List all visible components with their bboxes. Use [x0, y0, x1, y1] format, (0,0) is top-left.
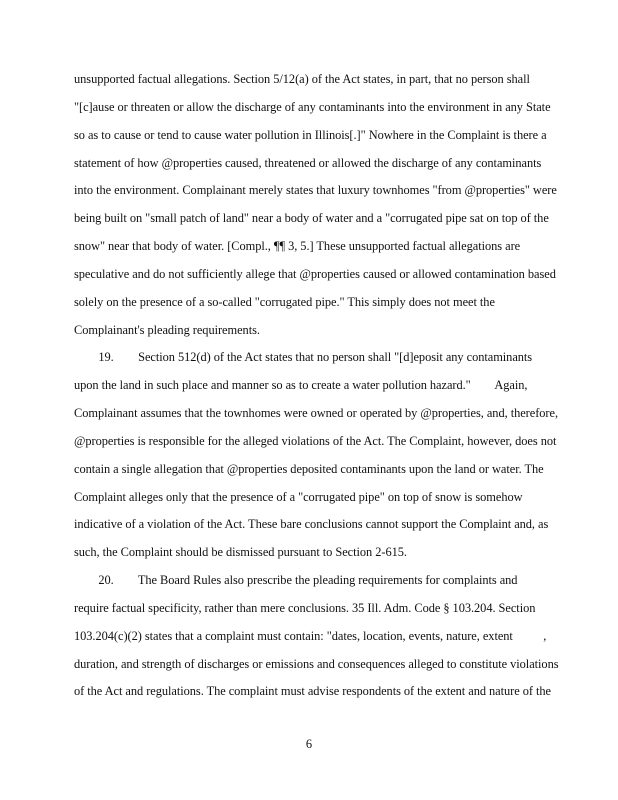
text-line: snow" near that body of water. [Compl., ¶¶ 3, 5.] These unsupported factual allegations are	[74, 239, 521, 253]
text-line: so as to cause or tend to cause water pollution in Illinois[.]" Nowhere in the Complaint is there a	[74, 128, 547, 142]
text-line: 103.204(c)(2) states that a complaint must contain: "dates, location, events, nature, extent ,	[74, 629, 547, 643]
text-line: contain a single allegation that @properties deposited contaminants upon the land or water. The	[74, 462, 544, 476]
text-line: Complainant assumes that the townhomes were owned or operated by @properties, and, therefore,	[74, 406, 559, 420]
text-line: unsupported factual allegations. Section 5/12(a) of the Act states, in part, that no person shall	[74, 72, 530, 86]
text-line: "[c]ause or threaten or allow the discharge of any contaminants into the environment in any State	[74, 100, 551, 114]
text-line: Complainant's pleading requirements.	[74, 323, 260, 337]
text-line: require factual specificity, rather than mere conclusions. 35 Ill. Adm. Code § 103.204. Section	[74, 601, 536, 615]
text-line: @properties is responsible for the alleged violations of the Act. The Complaint, however, does not	[74, 434, 557, 448]
text-line: being built on "small patch of land" near a body of water and a "corrugated pipe sat on top of the	[74, 211, 549, 225]
text-line: into the environment. Complainant merely states that luxury townhomes "from @properties" were	[74, 183, 557, 197]
text-line: solely on the presence of a so-called "corrugated pipe." This simply does not meet the	[74, 295, 495, 309]
text-line: indicative of a violation of the Act. These bare conclusions cannot support the Complaint and, as	[74, 517, 549, 531]
paragraph-20-first-line: 20. The Board Rules also prescribe the pleading requirements for complaints and	[74, 573, 518, 587]
paragraph-19-first-line: 19. Section 512(d) of the Act states that no person shall "[d]eposit any contaminants	[74, 350, 533, 364]
text-line: upon the land in such place and manner so as to create a water pollution hazard." Again,	[74, 378, 528, 392]
text-line: duration, and strength of discharges or emissions and consequences alleged to constitute violations	[74, 657, 559, 671]
text-line: statement of how @properties caused, threatened or allowed the discharge of any contaminants	[74, 156, 542, 170]
text-line: speculative and do not sufficiently allege that @properties caused or allowed contamination based	[74, 267, 556, 281]
page-number: 6	[305, 737, 313, 751]
text-line: Complaint alleges only that the presence of a "corrugated pipe" on top of snow is somehow	[74, 490, 523, 504]
text-line: such, the Complaint should be dismissed pursuant to Section 2-615.	[74, 545, 407, 559]
text-line: of the Act and regulations. The complaint must advise respondents of the extent and nature of the	[74, 684, 551, 698]
